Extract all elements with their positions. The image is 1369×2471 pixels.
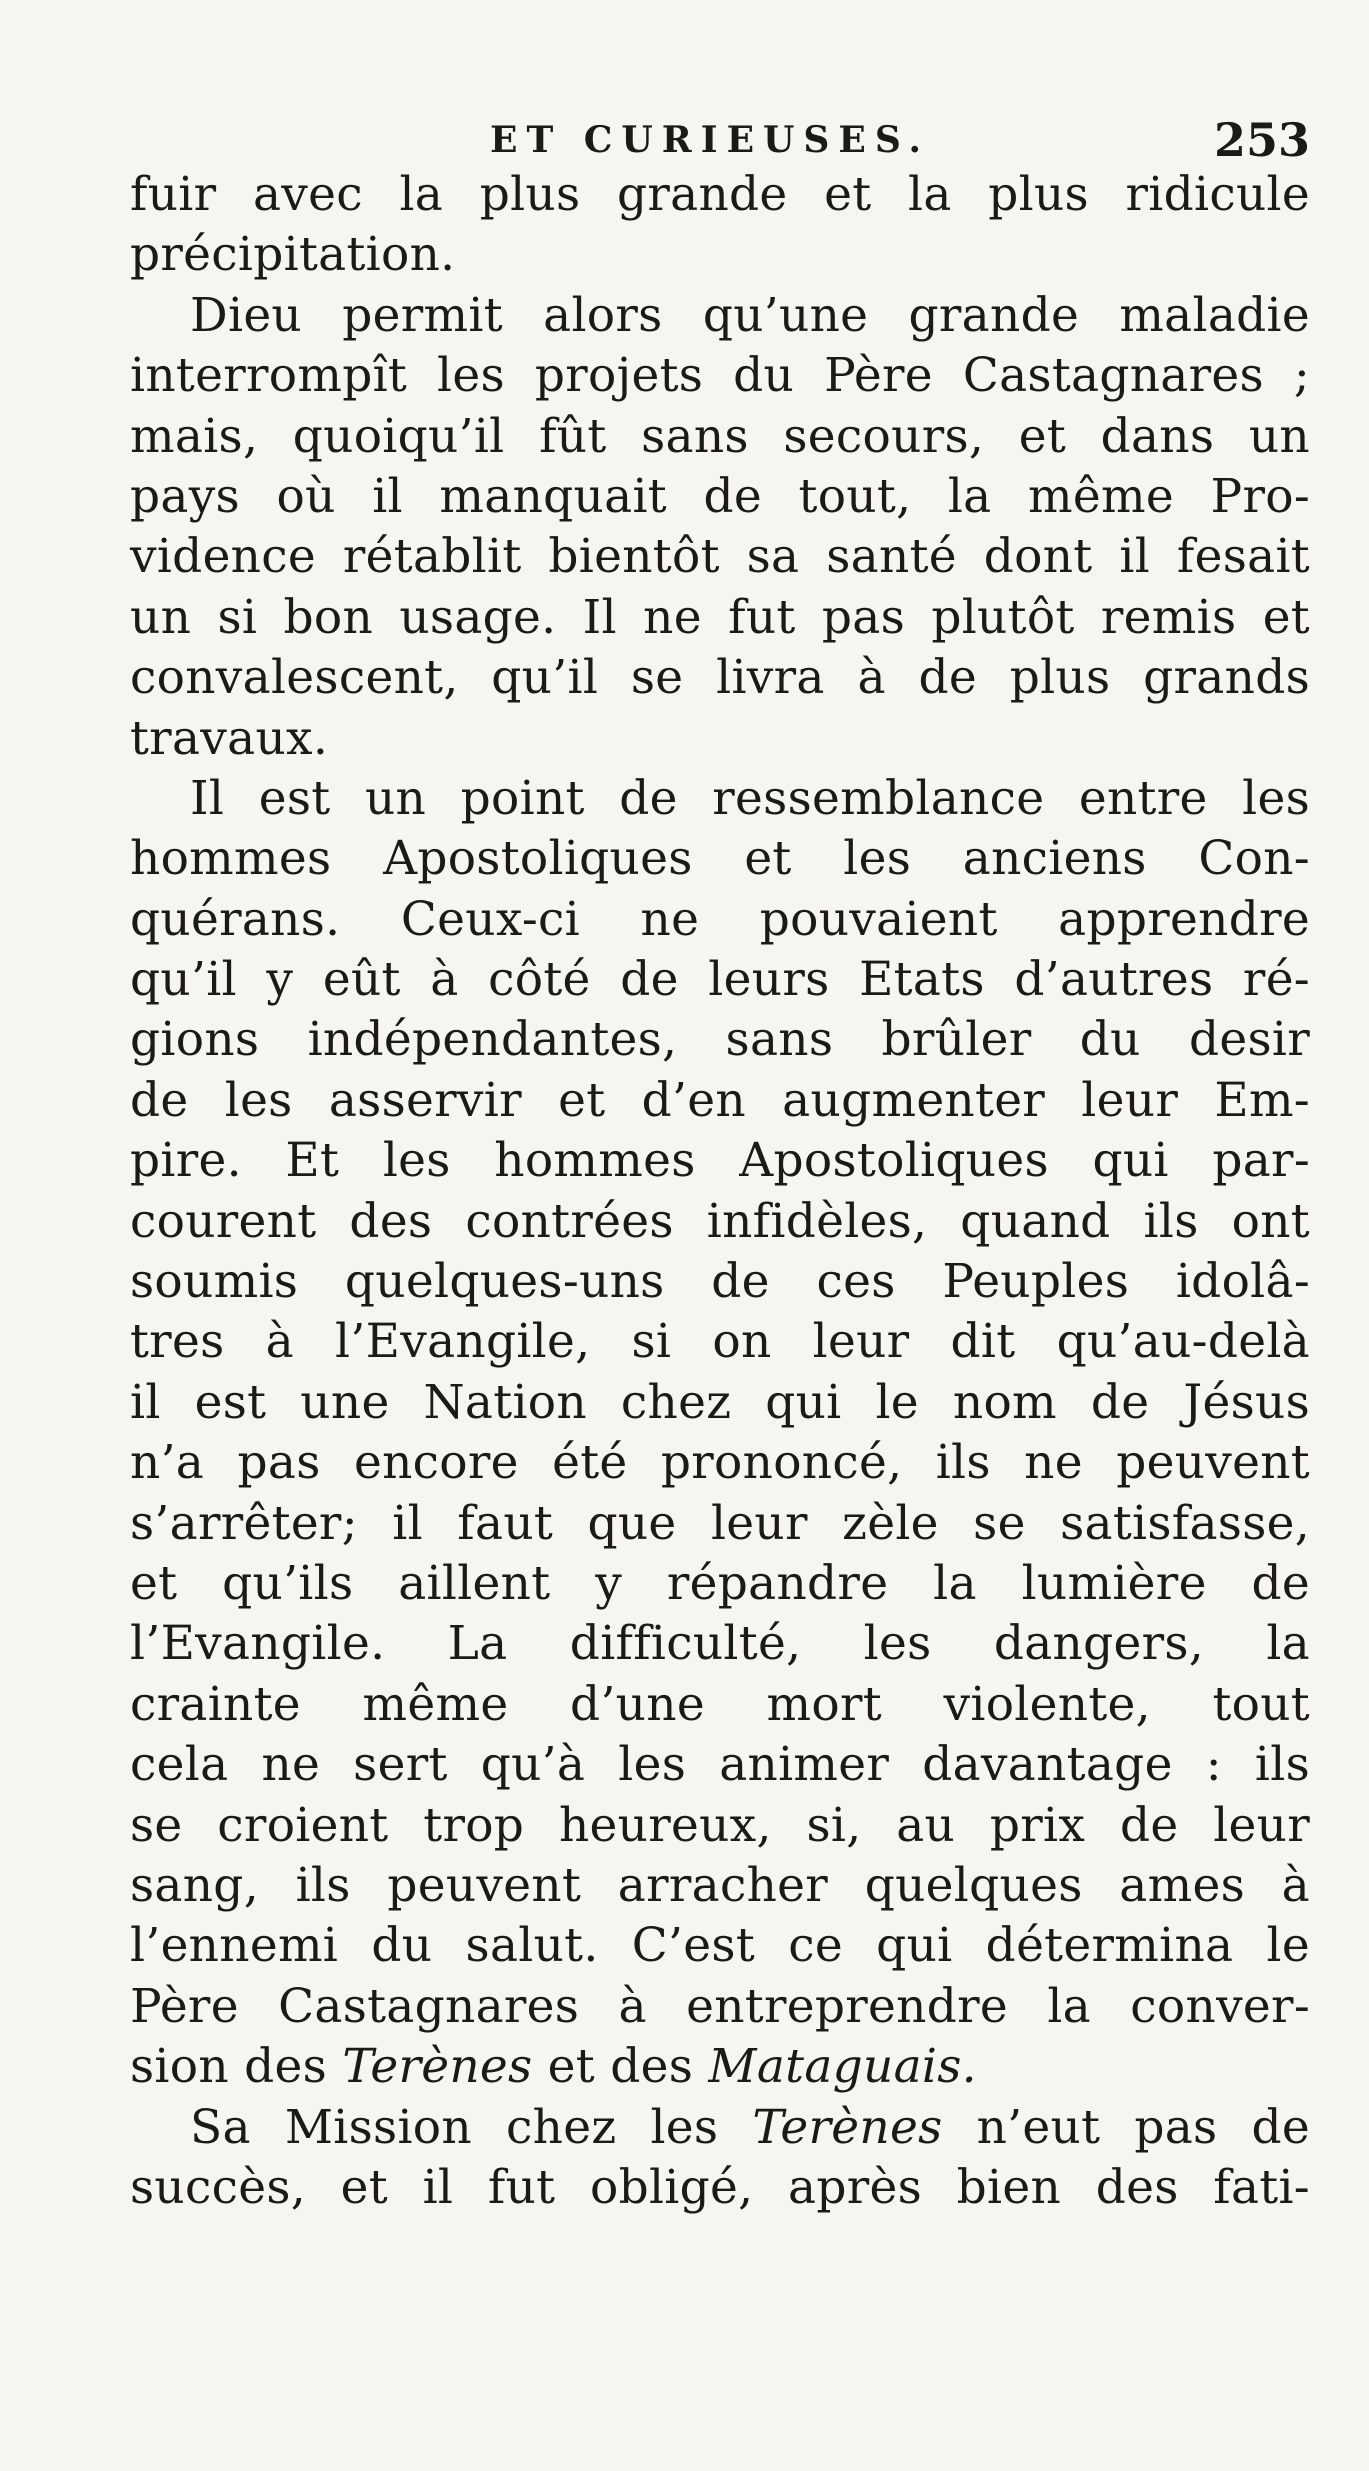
- text-line: succès, et il fut obligé, après bien des fati-: [130, 2159, 1310, 2215]
- text-line: un si bon usage. Il ne fut pas plutôt remis et: [130, 589, 1310, 645]
- text-line: soumis quelques-uns de ces Peuples idolâ-: [130, 1254, 1310, 1310]
- text-line: se croient trop heureux, si, au prix de leur: [130, 1797, 1310, 1853]
- text-line: convalescent, qu’il se livra à de plus grands: [130, 650, 1310, 706]
- text-line: Dieu permit alors qu’une grande maladie: [190, 287, 1310, 343]
- text-line: Père Castagnares à entreprendre la conver-: [130, 1978, 1310, 2034]
- running-title: ET CURIEUSES.: [490, 119, 931, 161]
- italic-name-terenes: Terènes: [342, 2039, 533, 2095]
- text-line: hommes Apostoliques et les anciens Con-: [130, 831, 1310, 887]
- text-line: il est une Nation chez qui le nom de Jésus: [130, 1374, 1310, 1430]
- text-line: cela ne sert qu’à les animer davantage : ils: [130, 1737, 1310, 1793]
- text-line: s’arrêter; il faut que leur zèle se satisfasse,: [130, 1495, 1310, 1551]
- text-line: quérans. Ceux-ci ne pouvaient apprendre: [130, 891, 1310, 947]
- text-line: vidence rétablit bientôt sa santé dont il fesait: [130, 529, 1310, 585]
- body-text: [130, 165, 1310, 2218]
- text-line: tres à l’Evangile, si on leur dit qu’au-delà: [130, 1314, 1310, 1370]
- text-line: l’Evangile. La difficulté, les dangers, la: [130, 1616, 1310, 1672]
- text-line: de les asservir et d’en augmenter leur Em-: [130, 1072, 1310, 1128]
- italic-name-terenes: Terènes: [752, 2099, 943, 2155]
- text-line: pays où il manquait de tout, la même Pro-: [130, 468, 1310, 524]
- text-line: sang, ils peuvent arracher quelques ames à: [130, 1857, 1310, 1913]
- text-line: pire. Et les hommes Apostoliques qui par-: [130, 1133, 1310, 1189]
- text-line: l’ennemi du salut. C’est ce qui détermina le: [130, 1918, 1310, 1974]
- page-number: 253: [1213, 113, 1310, 167]
- text-line: et qu’ils aillent y répandre la lumière de: [130, 1555, 1310, 1611]
- text-line: mais, quoiqu’il fût sans secours, et dans un: [130, 408, 1310, 464]
- running-head: [130, 115, 1310, 165]
- text-line: [130, 2098, 1310, 2158]
- text-run: n’eut pas de: [942, 2099, 1311, 2155]
- text-line: crainte même d’une mort violente, tout: [130, 1676, 1310, 1732]
- italic-name-mataguais: Mataguais.: [708, 2039, 977, 2095]
- text-line: précipitation.: [130, 227, 456, 283]
- text-line: Il est un point de ressemblance entre les: [190, 770, 1310, 826]
- text-line: fuir avec la plus grande et la plus ridicule: [130, 167, 1310, 222]
- text-line: gions indépendantes, sans brûler du desir: [130, 1012, 1310, 1068]
- text-line: n’a pas encore été prononcé, ils ne peuvent: [130, 1435, 1310, 1491]
- text-run: et des: [532, 2039, 709, 2095]
- text-line: courent des contrées infidèles, quand ils ont: [130, 1193, 1310, 1249]
- text-line: interrompît les projets du Père Castagnares ;: [130, 348, 1310, 404]
- text-line: [130, 2037, 1310, 2097]
- text-run: sion des: [130, 2039, 343, 2095]
- text-line: qu’il y eût à côté de leurs Etats d’autres ré-: [130, 952, 1310, 1008]
- text-line: travaux.: [130, 710, 329, 766]
- text-run: Sa Mission chez les: [190, 2099, 753, 2155]
